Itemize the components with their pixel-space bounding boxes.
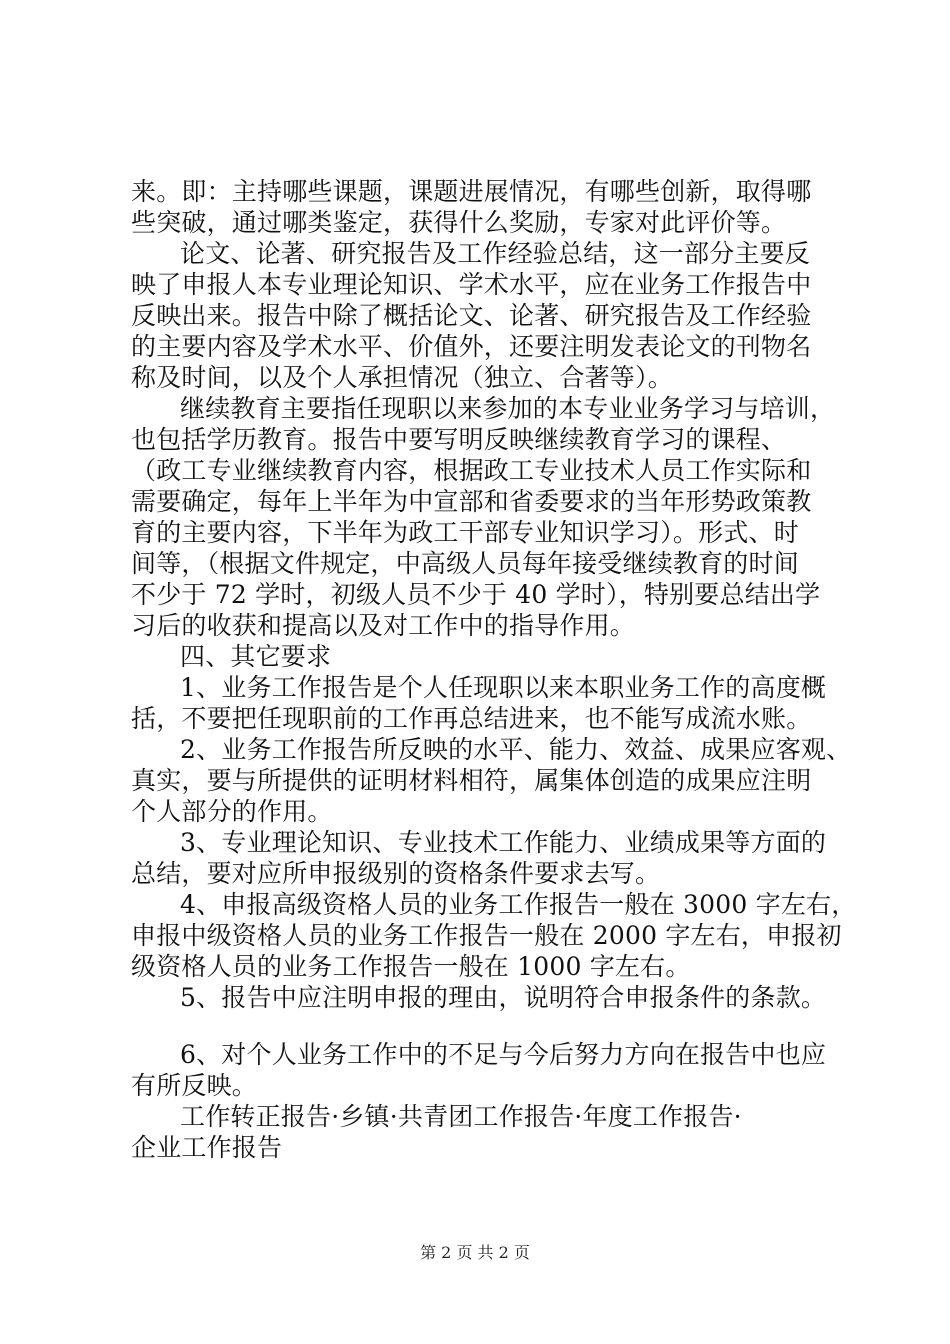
text-line: 习后的收获和提高以及对工作中的指导作用。 [131,611,636,640]
text-line: 育的主要内容，下半年为政工干部专业知识学习）。形式、时 [131,518,799,547]
text-line: 个人部分的作用。 [131,797,333,826]
text-line: （政工专业继续教育内容，根据政工专业技术人员工作实际和 [131,456,812,485]
section-heading: 四、其它要求 [180,642,332,671]
text-line: 有所反映。 [131,1071,258,1100]
text-line: 2、业务工作报告所反映的水平、能力、效益、成果应客观、 [180,735,852,764]
text-line: 也包括学历教育。报告中要写明反映继续教育学习的课程、 [131,425,787,454]
text-line: 需要确定，每年上半年为中宣部和省委要求的当年形势政策教 [131,487,812,516]
text-line: 不少于 72 学时，初级人员不少于 40 学时），特别要总结出学 [131,580,821,609]
text-line: 来。即：主持哪些课题，课题进展情况，有哪些创新，取得哪 [131,177,812,206]
text-line: 1、业务工作报告是个人任现职以来本职业务工作的高度概 [180,673,827,702]
text-line: 申报中级资格人员的业务工作报告一般在 2000 字左右，申报初 [131,921,842,950]
text-line: 真实，要与所提供的证明材料相符，属集体创造的成果应注明 [131,766,812,795]
text-line: 3、专业理论知识、专业技术工作能力、业绩成果等方面的 [180,828,827,857]
text-line: 6、对个人业务工作中的不足与今后努力方向在报告中也应 [180,1040,827,1069]
text-line: 反映出来。报告中除了概括论文、论著、研究报告及工作经验 [131,301,812,330]
text-line: 的主要内容及学术水平、价值外，还要注明发表论文的刊物名 [131,332,812,361]
text-line: 括，不要把任现职前的工作再总结进来，也不能写成流水账。 [131,704,812,733]
related-links-line: 工作转正报告·乡镇·共青团工作报告·年度工作报告· [180,1102,742,1131]
text-line: 总结，要对应所申报级别的资格条件要求去写。 [131,859,661,888]
text-line: 论文、论著、研究报告及工作经验总结，这一部分主要反 [180,239,811,268]
page-number-footer: 第 2 页 共 2 页 [420,1243,530,1262]
related-links-line: 企业工作报告 [131,1133,283,1162]
text-line: 些突破，通过哪类鉴定，获得什么奖励，专家对此评价等。 [131,208,787,237]
text-line: 级资格人员的业务工作报告一般在 1000 字左右。 [131,952,691,981]
text-line: 映了申报人本专业理论知识、学术水平，应在业务工作报告中 [131,270,812,299]
text-line: 称及时间，以及个人承担情况（独立、合著等）。 [131,363,673,392]
text-line: 5、报告中应注明申报的理由，说明符合申报条件的条款。 [180,983,827,1012]
text-line: 继续教育主要指任现职以来参加的本专业业务学习与培训， [180,394,836,423]
text-line: 4、申报高级资格人员的业务工作报告一般在 3000 字左右， [180,890,857,919]
text-line: 间等，（根据文件规定，中高级人员每年接受继续教育的时间 [131,549,799,578]
